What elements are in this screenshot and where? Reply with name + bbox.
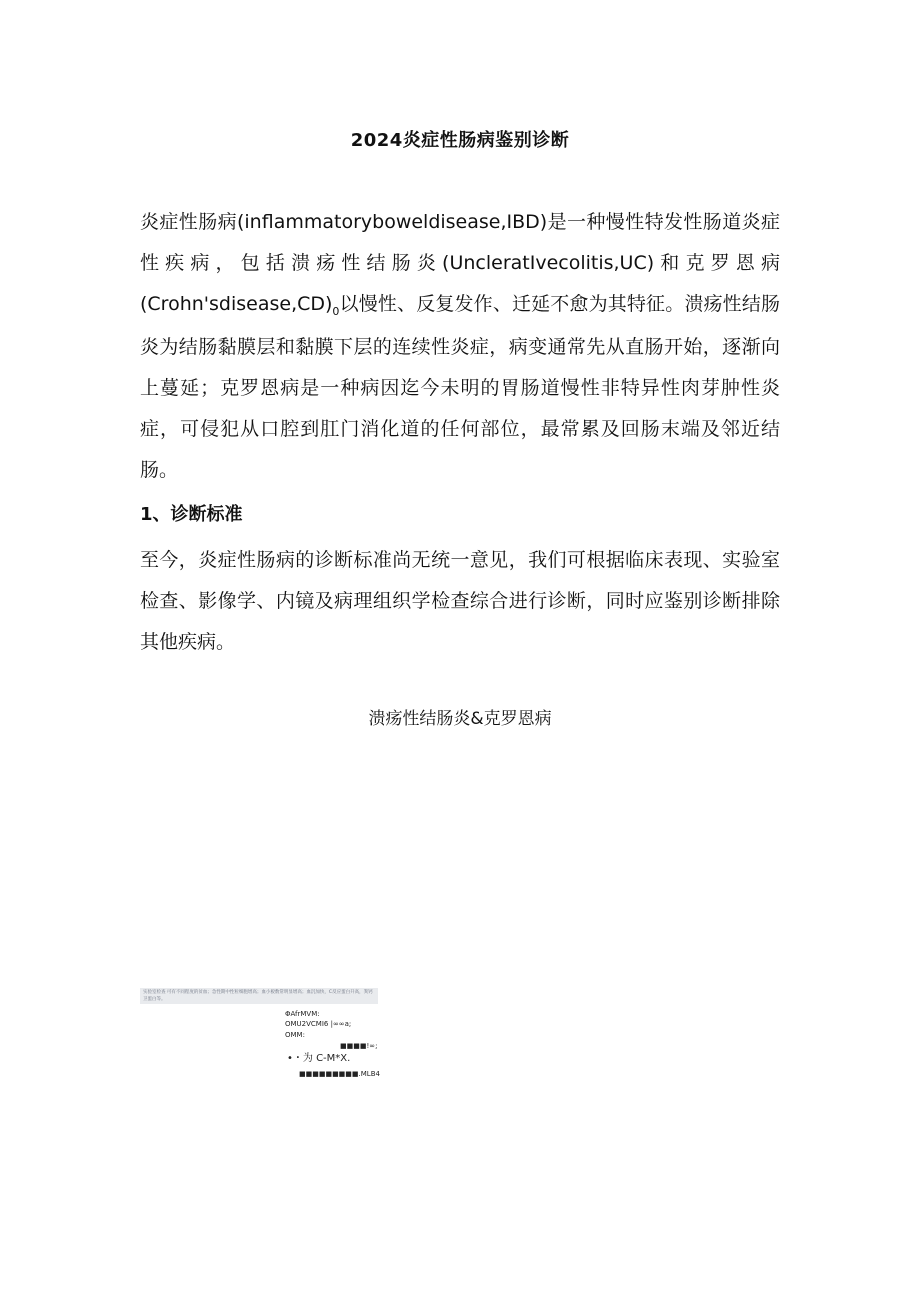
intro-rest-text: 以慢性、反复发作、迁延不愈为其特征。溃疡性结肠炎为结肠黏膜层和黏膜下层的连续性炎症，病变通常先从直肠开始，逐渐向上蔓延；克罗恩病是一种病因迄今未明的胃肠道慢性非特异性肉芽肿性炎症，可侵犯从口腔到肛门消化道的任何部位，最常累及回肠末端及邻近结肠。	[140, 293, 780, 481]
intro-paragraph	[140, 202, 780, 491]
section-heading-diagnosis: 1、诊断标准	[140, 504, 243, 525]
intro-subscript: 0	[332, 305, 340, 318]
figure-caption: 溃疡性结肠炎&克罗恩病	[368, 709, 552, 729]
figure-text-line: ■■■■!∞;	[340, 1042, 378, 1050]
figure-table-header: 实验室检查 可有不同程度的贫血；急性期中性粒细胞增高；血小板数常明显增高；血沉加快，C反应蛋白升高，粪钙卫蛋白等。	[140, 988, 378, 1004]
diagnosis-paragraph: 至今，炎症性肠病的诊断标准尚无统一意见，我们可根据临床表现、实验室检查、影像学、内镜及病理组织学检查综合进行诊断，同时应鉴别诊断排除其他疾病。	[140, 549, 780, 653]
figure-text-line: ■■■■■■■■■.MLB4	[299, 1070, 380, 1078]
intro-main-text: 炎症性肠病(inflammatoryboweldisease,IBD)是一种慢性特发性肠道炎症性疾病，包括溃疡性结肠炎(UncleratIvecolitis,UC)和克罗恩病(Crohn'sdisease,CD)	[140, 211, 780, 315]
figure-text-line: OMU2VCMI6 |∞∞a;	[285, 1020, 352, 1028]
figure-text-line: ΦAfrMVM:	[285, 1010, 320, 1018]
figure-text-line: OMM:	[285, 1031, 305, 1039]
document-title: 2024炎症性肠病鉴别诊断	[350, 130, 570, 151]
figure-text-line: •・为 C-M*X.	[287, 1053, 351, 1064]
